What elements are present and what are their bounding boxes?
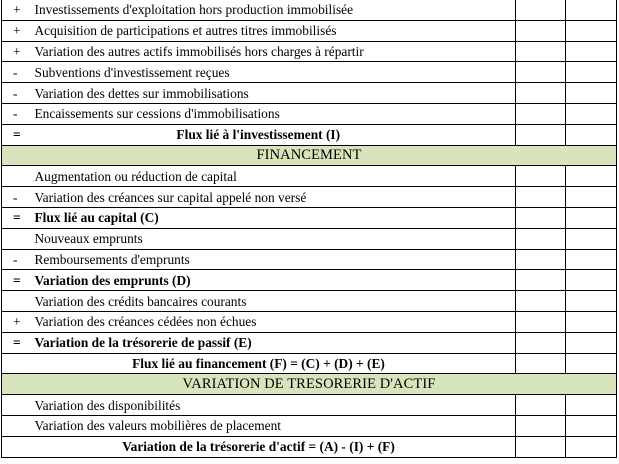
value-cell-n xyxy=(516,415,566,436)
line-row xyxy=(2,415,617,436)
value-cell-n1 xyxy=(566,166,617,187)
line-row xyxy=(2,103,617,124)
value-cell-n xyxy=(516,83,566,104)
sign-cell: - xyxy=(2,187,29,208)
summary-row xyxy=(2,436,617,457)
line-row xyxy=(2,187,617,208)
cash-flow-table xyxy=(1,0,617,458)
value-cell-n xyxy=(516,395,566,416)
value-cell-n1 xyxy=(566,62,617,83)
value-cell-n1 xyxy=(566,249,617,270)
row-label: Augmentation ou réduction de capital xyxy=(29,166,516,187)
summary-row xyxy=(2,353,617,374)
value-cell-n xyxy=(516,436,566,457)
line-row xyxy=(2,41,617,62)
section-title xyxy=(2,145,617,166)
value-cell-n xyxy=(516,249,566,270)
value-cell-n1 xyxy=(566,20,617,41)
line-row xyxy=(2,291,617,312)
value-cell-n1 xyxy=(566,311,617,332)
sign-cell: - xyxy=(2,103,29,124)
value-cell-n xyxy=(516,228,566,249)
row-label: Variation des valeurs mobilières de placement xyxy=(29,415,516,436)
value-cell-n1 xyxy=(566,83,617,104)
value-cell-n xyxy=(516,311,566,332)
section-title xyxy=(2,374,617,395)
line-row xyxy=(2,20,617,41)
value-cell-n xyxy=(516,187,566,208)
summary-label: Variation de la trésorerie d'actif = (A) - (I) + (F) xyxy=(2,436,516,457)
value-cell-n xyxy=(516,0,566,20)
row-label: Subventions d'investissement reçues xyxy=(29,62,516,83)
row-label: Variation de la trésorerie de passif (E) xyxy=(29,332,516,353)
sign-cell xyxy=(2,291,29,312)
line-row xyxy=(2,228,617,249)
sign-cell: + xyxy=(2,20,29,41)
row-label: Variation des crédits bancaires courants xyxy=(29,291,516,312)
value-cell-n1 xyxy=(566,187,617,208)
section-header-row xyxy=(2,145,617,166)
sign-cell: = xyxy=(2,270,29,291)
sign-cell: - xyxy=(2,83,29,104)
sign-cell: + xyxy=(2,0,29,20)
value-cell-n xyxy=(516,166,566,187)
sign-cell xyxy=(2,166,29,187)
value-cell-n xyxy=(516,353,566,374)
value-cell-n1 xyxy=(566,124,617,145)
row-label: Variation des disponibilités xyxy=(29,395,516,416)
row-label: Nouveaux emprunts xyxy=(29,228,516,249)
line-row xyxy=(2,207,617,228)
value-cell-n1 xyxy=(566,436,617,457)
line-row xyxy=(2,83,617,104)
value-cell-n xyxy=(516,41,566,62)
value-cell-n xyxy=(516,270,566,291)
section-header-row xyxy=(2,374,617,395)
value-cell-n xyxy=(516,103,566,124)
value-cell-n xyxy=(516,332,566,353)
section-title-text: VARIATION DE TRESORERIE D'ACTIF xyxy=(182,375,436,392)
row-label: Variation des emprunts (D) xyxy=(29,270,516,291)
line-row xyxy=(2,395,617,416)
line-row xyxy=(2,62,617,83)
line-row xyxy=(2,311,617,332)
value-cell-n1 xyxy=(566,353,617,374)
value-cell-n1 xyxy=(566,291,617,312)
sign-cell xyxy=(2,395,29,416)
sign-cell xyxy=(2,228,29,249)
sign-cell: = xyxy=(2,332,29,353)
value-cell-n xyxy=(516,20,566,41)
value-cell-n1 xyxy=(566,395,617,416)
line-row xyxy=(2,332,617,353)
summary-label: Flux lié au financement (F) = (C) + (D) + (E) xyxy=(2,353,516,374)
row-label: Variation des créances cédées non échues xyxy=(29,311,516,332)
sign-cell: + xyxy=(2,41,29,62)
value-cell-n1 xyxy=(566,415,617,436)
sign-cell: = xyxy=(2,124,29,145)
row-label: Flux lié au capital (C) xyxy=(29,207,516,228)
value-cell-n xyxy=(516,207,566,228)
row-label: Remboursements d'emprunts xyxy=(29,249,516,270)
row-label: Variation des autres actifs immobilisés hors charges à répartir xyxy=(29,41,516,62)
sign-cell: - xyxy=(2,249,29,270)
sign-cell xyxy=(2,415,29,436)
value-cell-n1 xyxy=(566,103,617,124)
value-cell-n1 xyxy=(566,207,617,228)
value-cell-n1 xyxy=(566,270,617,291)
line-row xyxy=(2,249,617,270)
row-label: Investissements d'exploitation hors production immobilisée xyxy=(29,0,516,20)
value-cell-n1 xyxy=(566,41,617,62)
value-cell-n1 xyxy=(566,0,617,20)
row-label: Variation des créances sur capital appelé non versé xyxy=(29,187,516,208)
total-row xyxy=(2,124,617,145)
sign-cell: + xyxy=(2,311,29,332)
line-row xyxy=(2,166,617,187)
value-cell-n1 xyxy=(566,228,617,249)
row-label: Encaissements sur cessions d'immobilisations xyxy=(29,103,516,124)
row-label: Flux lié à l'investissement (I) xyxy=(29,124,516,145)
value-cell-n xyxy=(516,62,566,83)
cash-flow-table-body xyxy=(2,0,617,457)
value-cell-n1 xyxy=(566,332,617,353)
value-cell-n xyxy=(516,291,566,312)
row-label: Acquisition de participations et autres titres immobilisés xyxy=(29,20,516,41)
sign-cell: - xyxy=(2,62,29,83)
value-cell-n xyxy=(516,124,566,145)
line-row xyxy=(2,270,617,291)
row-label: Variation des dettes sur immobilisations xyxy=(29,83,516,104)
section-title-text: FINANCEMENT xyxy=(256,146,362,163)
line-row xyxy=(2,0,617,20)
sign-cell: = xyxy=(2,207,29,228)
